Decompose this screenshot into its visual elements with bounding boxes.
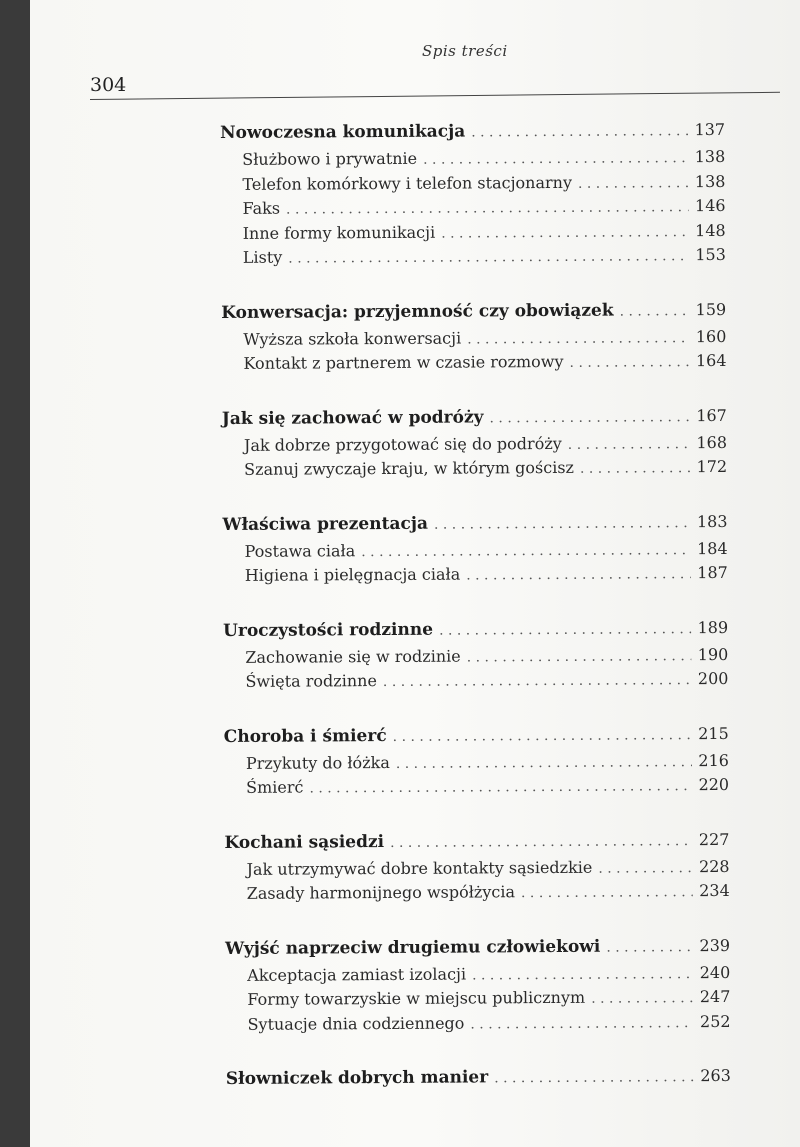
subentry-title: Zasady harmonijnego współżycia <box>246 882 516 903</box>
toc-section <box>226 1061 731 1094</box>
toc-subentry <box>221 324 726 352</box>
dot-leader <box>489 402 690 433</box>
dot-leader <box>521 880 693 906</box>
header-rule <box>90 92 780 100</box>
subentry-title: Wyższa szkoła konwersacji <box>243 328 462 349</box>
page-ref: 138 <box>694 171 726 191</box>
toc-chapter-entry <box>220 115 725 148</box>
page-ref: 189 <box>697 617 729 637</box>
page-number: 304 <box>90 74 127 96</box>
dot-leader <box>434 508 691 540</box>
dot-leader <box>288 244 689 271</box>
subentry-title: Święta rodzinne <box>245 671 377 691</box>
page-ref: 184 <box>697 538 728 558</box>
page-ref: 227 <box>698 829 730 849</box>
page-ref: 252 <box>699 1011 731 1031</box>
toc-subentry <box>221 349 726 377</box>
dot-leader <box>467 644 692 670</box>
dot-leader <box>466 562 691 588</box>
page-ref: 247 <box>699 986 731 1007</box>
page-ref: 137 <box>694 119 726 140</box>
dot-leader <box>471 116 688 147</box>
subentry-title: Kontakt z partnerem w czasie rozmowy <box>243 351 564 373</box>
subentry-title: Higiena i pielęgnacja ciała <box>244 564 461 585</box>
subentry-title: Szanuj zwyczaje kraju, w którym gościsz <box>244 457 575 479</box>
toc-section <box>222 400 727 482</box>
toc-subentry <box>223 667 728 695</box>
toc-section <box>220 115 726 271</box>
toc-subentry <box>220 169 725 197</box>
subentry-title: Inne formy komunikacji <box>242 222 436 243</box>
dot-leader <box>309 774 692 801</box>
page-ref: 200 <box>697 668 729 689</box>
dot-leader <box>441 220 689 246</box>
dot-leader <box>383 668 692 694</box>
page-ref: 159 <box>695 299 727 319</box>
subentry-title: Przykuty do łóżka <box>245 752 390 773</box>
page-ref: 146 <box>694 195 726 216</box>
toc-chapter-entry <box>222 400 727 433</box>
chapter-title: Uroczystości rodzinne <box>223 619 434 641</box>
dot-leader <box>390 826 693 858</box>
toc-chapter-entry <box>221 294 726 327</box>
toc-subentry <box>223 561 728 589</box>
dot-leader <box>568 432 691 457</box>
page-ref: 183 <box>696 511 728 531</box>
chapter-title: Konwersacja: przyjemność czy obowiązek <box>221 300 614 323</box>
page-ref: 164 <box>695 350 727 371</box>
dot-leader <box>472 962 694 988</box>
toc-chapter-entry <box>224 718 729 751</box>
toc-subentry <box>225 854 730 882</box>
page-ref: 234 <box>699 880 730 901</box>
page-ref: 148 <box>695 220 726 240</box>
toc-chapter-entry <box>226 1061 731 1094</box>
dot-leader <box>423 146 689 172</box>
page-ref: 187 <box>697 562 728 583</box>
toc-subentry <box>220 194 725 222</box>
dot-leader <box>286 195 689 222</box>
page-ref: 190 <box>697 644 729 664</box>
toc-section <box>222 506 727 588</box>
page-ref: 220 <box>698 774 730 795</box>
toc-subentry <box>223 642 728 670</box>
toc-subentry <box>224 748 729 776</box>
dot-leader <box>393 720 693 752</box>
toc-chapter-entry <box>225 930 730 963</box>
toc-subentry <box>221 243 726 271</box>
subentry-title: Faks <box>242 198 281 218</box>
toc-subentry <box>225 1009 730 1037</box>
toc-section <box>223 612 728 694</box>
toc-subentry <box>220 145 725 173</box>
subentry-title: Zachowanie się w rodzinie <box>245 646 461 667</box>
chapter-title: Właściwa prezentacja <box>222 513 429 535</box>
page-ref: 240 <box>699 962 731 982</box>
toc-section <box>225 930 731 1037</box>
page-ref: 172 <box>696 456 728 477</box>
dot-leader <box>606 932 693 963</box>
dot-leader <box>580 456 691 481</box>
subentry-title: Postawa ciała <box>244 540 356 561</box>
toc-subentry <box>222 430 727 458</box>
page-ref: 153 <box>695 244 726 265</box>
page-ref: 160 <box>695 326 727 346</box>
toc-subentry <box>225 985 730 1013</box>
dot-leader <box>591 986 694 1011</box>
toc-subentry <box>223 536 728 564</box>
toc-chapter-entry <box>223 612 728 645</box>
page-ref: 239 <box>699 935 731 955</box>
chapter-title: Choroba i śmierć <box>223 725 387 747</box>
subentry-title: Akceptacja zamiast izolacji <box>247 964 467 985</box>
subentry-title: Sytuacje dnia codziennego <box>247 1013 465 1034</box>
dot-leader <box>467 326 690 352</box>
subentry-title: Telefon komórkowy i telefon stacjonarny <box>242 172 573 194</box>
toc-subentry <box>221 218 726 246</box>
book-page <box>30 0 800 1147</box>
toc-section <box>224 718 729 800</box>
subentry-title: Śmierć <box>246 777 304 797</box>
dot-leader <box>494 1062 694 1093</box>
toc-chapter-entry <box>224 824 729 857</box>
toc-subentry <box>225 960 730 988</box>
page-ref: 138 <box>694 146 726 167</box>
subentry-title: Jak utrzymywać dobre kontakty sąsiedzkie <box>246 857 593 879</box>
chapter-title: Jak się zachować w podróży <box>221 406 484 429</box>
page-ref: 168 <box>696 432 728 452</box>
toc-section <box>221 294 726 376</box>
dot-leader <box>470 1011 694 1037</box>
dot-leader <box>598 856 693 881</box>
subentry-title: Jak dobrze przygotować się do podróży <box>243 433 562 455</box>
subentry-title: Listy <box>242 247 283 267</box>
dot-leader <box>620 296 690 326</box>
chapter-title: Nowoczesna komunikacja <box>220 121 466 143</box>
chapter-title: Słowniczek dobrych manier <box>225 1067 489 1089</box>
page-ref: 216 <box>698 750 729 770</box>
subentry-title: Służbowo i prywatnie <box>242 148 418 169</box>
dot-leader <box>361 538 691 565</box>
dot-leader <box>396 750 693 776</box>
chapter-title: Kochani sąsiedzi <box>224 831 385 853</box>
page-ref: 167 <box>696 405 727 425</box>
page-ref: 215 <box>698 723 729 743</box>
toc-chapter-entry <box>222 506 727 539</box>
toc-subentry <box>225 879 730 907</box>
toc-subentry <box>224 773 729 801</box>
chapter-title: Wyjść naprzeciw drugiemu człowiekowi <box>225 936 601 959</box>
toc-subentry <box>222 455 727 483</box>
table-of-contents <box>220 115 731 1121</box>
page-ref: 228 <box>698 856 730 876</box>
toc-section <box>224 824 729 906</box>
dot-leader <box>439 614 692 646</box>
dot-leader <box>578 171 689 196</box>
subentry-title: Formy towarzyskie w miejscu publicznym <box>247 987 586 1009</box>
running-title: Spis treści <box>422 42 508 60</box>
dot-leader <box>569 350 690 375</box>
page-ref: 263 <box>700 1065 731 1086</box>
